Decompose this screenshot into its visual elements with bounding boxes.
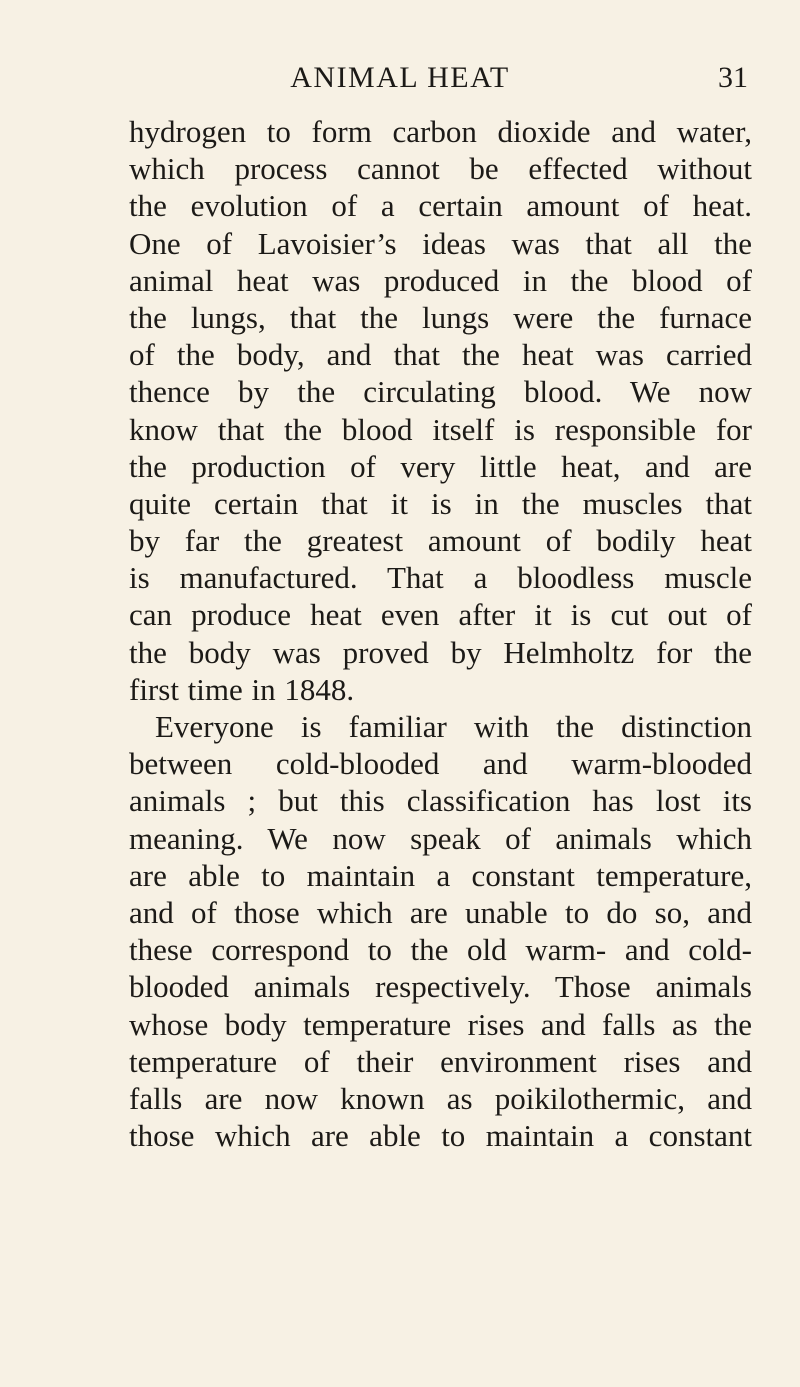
paragraph-1 — [129, 113, 752, 708]
text-line: animal heat was produced in the blood of — [129, 262, 752, 298]
running-head — [0, 58, 800, 98]
text-line: the body was proved by Helmholtz for the — [129, 634, 752, 670]
text-line: are able to maintain a constant temperature, — [129, 857, 752, 893]
text-line: whose body temperature rises and falls as the — [129, 1006, 752, 1042]
text-line: know that the blood itself is responsible for — [129, 411, 752, 447]
text-line: quite certain that it is in the muscles that — [129, 485, 752, 521]
text-line: the lungs, that the lungs were the furnace — [129, 299, 752, 335]
text-line: One of Lavoisier’s ideas was that all the — [129, 225, 752, 261]
text-line: falls are now known as poikilothermic, and — [129, 1080, 752, 1116]
text-line: first time in 1848. — [129, 671, 355, 707]
text-line: meaning. We now speak of animals which — [129, 820, 752, 856]
page-number: 31 — [718, 61, 748, 94]
text-line: these correspond to the old warm- and cold- — [129, 932, 752, 968]
text-line: thence by the circulating blood. We now — [129, 374, 752, 410]
text-line: temperature of their environment rises and — [129, 1043, 752, 1079]
running-title: ANIMAL HEAT — [290, 61, 510, 94]
text-line: of the body, and that the heat was carried — [129, 337, 752, 373]
text-line: Everyone is familiar with the distinction — [155, 709, 752, 744]
text-line: and of those which are unable to do so, and — [129, 894, 752, 930]
text-line: which process cannot be effected without — [129, 151, 752, 187]
text-line: between cold-blooded and warm-blooded — [129, 746, 752, 782]
text-line: the evolution of a certain amount of heat. — [129, 188, 752, 224]
text-line: blooded animals respectively. Those animals — [129, 969, 752, 1005]
text-line: animals ; but this classification has lost its — [129, 783, 752, 819]
body-text — [129, 113, 752, 1154]
text-line: those which are able to maintain a constant — [129, 1118, 752, 1154]
text-line: hydrogen to form carbon dioxide and water, — [129, 114, 752, 149]
text-line: can produce heat even after it is cut out of — [129, 597, 752, 633]
text-line: the production of very little heat, and are — [129, 448, 752, 484]
text-line: by far the greatest amount of bodily heat — [129, 523, 752, 559]
paragraph-2 — [129, 708, 752, 1154]
text-line: is manufactured. That a bloodless muscle — [129, 560, 752, 596]
